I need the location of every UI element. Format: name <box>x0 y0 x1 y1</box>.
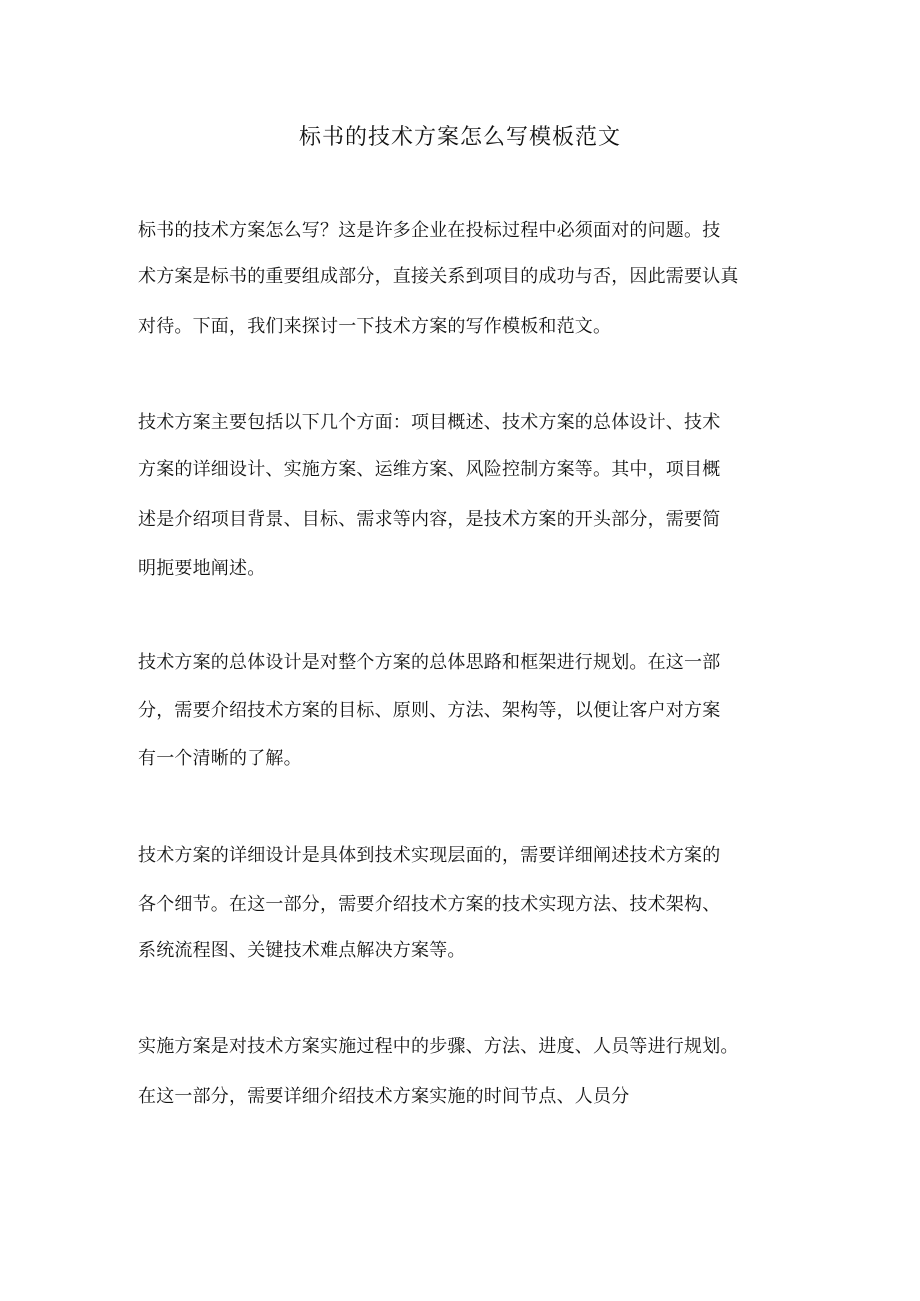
paragraph-2-line-3: 述是介绍项目背景、目标、需求等内容，是技术方案的开头部分，需要简 <box>138 509 721 530</box>
paragraph-1-line-1: 标书的技术方案怎么写？这是许多企业在投标过程中必须面对的问题。技 <box>138 220 721 241</box>
paragraph-3-line-2: 分，需要介绍技术方案的目标、原则、方法、架构等，以便让客户对方案 <box>138 700 721 721</box>
paragraph-5-line-2: 在这一部分，需要详细介绍技术方案实施的时间节点、人员分 <box>138 1086 630 1107</box>
document-title: 标书的技术方案怎么写模板范文 <box>298 125 621 150</box>
paragraph-4-line-3: 系统流程图、关键技术难点解决方案等。 <box>138 940 466 961</box>
paragraph-1-line-3: 对待。下面，我们来探讨一下技术方案的写作模板和范文。 <box>138 316 612 337</box>
paragraph-3-line-1: 技术方案的总体设计是对整个方案的总体思路和框架进行规划。在这一部 <box>138 652 721 673</box>
paragraph-5-line-1: 实施方案是对技术方案实施过程中的步骤、方法、进度、人员等进行规划。 <box>138 1036 739 1057</box>
paragraph-2-line-4: 明扼要地阐述。 <box>138 558 266 579</box>
paragraph-2-line-1: 技术方案主要包括以下几个方面：项目概述、技术方案的总体设计、技术 <box>138 412 721 433</box>
paragraph-1-line-2: 术方案是标书的重要组成部分，直接关系到项目的成功与否，因此需要认真 <box>138 266 739 287</box>
paragraph-3-line-3: 有一个清晰的了解。 <box>138 748 302 769</box>
paragraph-4-line-1: 技术方案的详细设计是具体到技术实现层面的，需要详细阐述技术方案的 <box>138 845 721 866</box>
paragraph-2-line-2: 方案的详细设计、实施方案、运维方案、风险控制方案等。其中，项目概 <box>138 459 721 480</box>
paragraph-4-line-2: 各个细节。在这一部分，需要介绍技术方案的技术实现方法、技术架构、 <box>138 894 721 915</box>
